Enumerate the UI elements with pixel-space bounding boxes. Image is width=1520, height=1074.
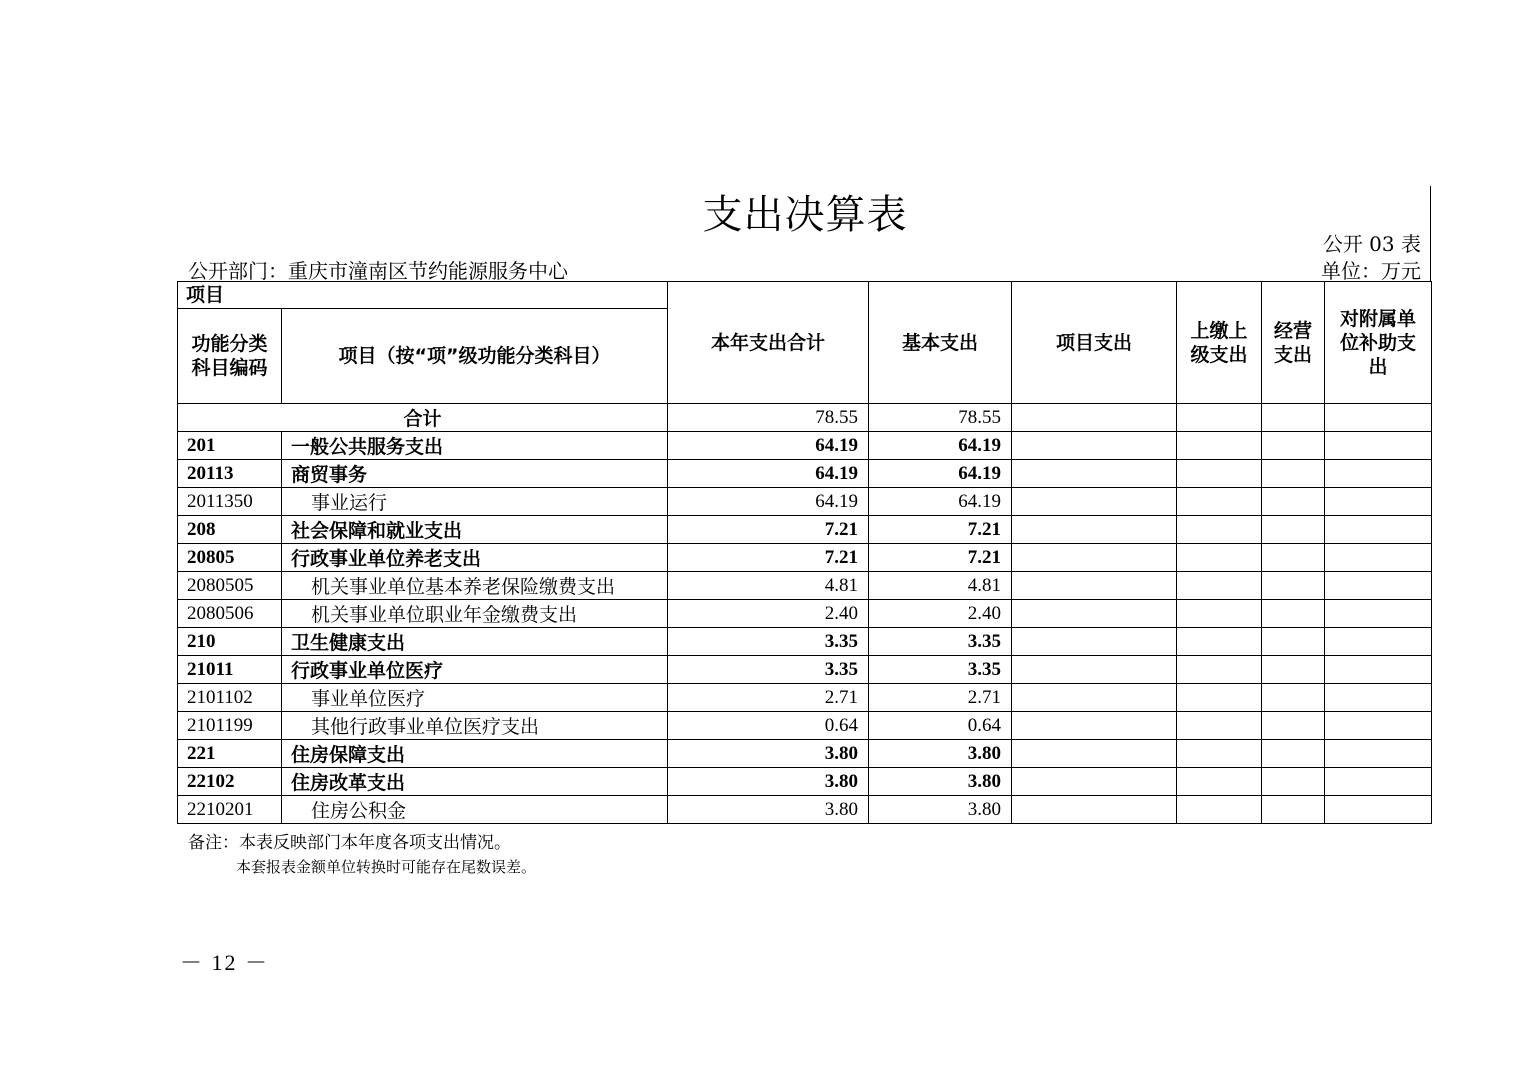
empty-cell bbox=[1325, 432, 1432, 460]
table-row bbox=[178, 544, 1432, 572]
row-name: 其他行政事业单位医疗支出 bbox=[282, 712, 668, 740]
empty-cell bbox=[1325, 460, 1432, 488]
row-basic: 2.71 bbox=[869, 684, 1012, 712]
empty-cell bbox=[1325, 628, 1432, 656]
row-total: 2.40 bbox=[668, 600, 869, 628]
row-basic: 3.35 bbox=[869, 628, 1012, 656]
table-row bbox=[178, 516, 1432, 544]
empty-cell bbox=[1325, 768, 1432, 796]
header-project: 项目支出 bbox=[1012, 282, 1177, 404]
row-total: 0.64 bbox=[668, 712, 869, 740]
row-code: 20113 bbox=[178, 460, 282, 488]
empty-cell bbox=[1177, 432, 1262, 460]
empty-cell bbox=[1012, 516, 1177, 544]
row-code: 208 bbox=[178, 516, 282, 544]
empty-cell bbox=[1262, 488, 1325, 516]
page-number: － 12 － bbox=[180, 950, 270, 975]
empty-cell bbox=[1262, 628, 1325, 656]
note-line-1: 备注：本表反映部门本年度各项支出情况。 bbox=[188, 833, 511, 853]
row-name: 住房公积金 bbox=[282, 796, 668, 824]
row-basic: 64.19 bbox=[869, 460, 1012, 488]
header-total: 本年支出合计 bbox=[668, 282, 869, 404]
row-basic: 0.64 bbox=[869, 712, 1012, 740]
note-line-2: 本套报表金额单位转换时可能存在尾数误差。 bbox=[236, 858, 537, 876]
empty-cell bbox=[1177, 460, 1262, 488]
header-item: 项目 bbox=[178, 282, 668, 309]
table-row bbox=[178, 684, 1432, 712]
empty-cell bbox=[1325, 656, 1432, 684]
row-code: 22102 bbox=[178, 768, 282, 796]
empty-cell bbox=[1177, 572, 1262, 600]
empty-cell bbox=[1262, 768, 1325, 796]
table-row bbox=[178, 656, 1432, 684]
empty-cell bbox=[1177, 656, 1262, 684]
expense-table bbox=[177, 281, 1432, 824]
unit-label: 单位：万元 bbox=[1321, 259, 1421, 283]
empty-cell bbox=[1262, 712, 1325, 740]
row-code: 221 bbox=[178, 740, 282, 768]
table-row bbox=[178, 796, 1432, 824]
empty-cell bbox=[1012, 684, 1177, 712]
empty-cell bbox=[1012, 460, 1177, 488]
empty-cell bbox=[1262, 796, 1325, 824]
empty-cell bbox=[1262, 740, 1325, 768]
row-basic: 2.40 bbox=[869, 600, 1012, 628]
header-code: 功能分类科目编码 bbox=[178, 309, 282, 404]
row-total: 3.35 bbox=[668, 656, 869, 684]
row-total: 7.21 bbox=[668, 516, 869, 544]
empty-cell bbox=[1262, 656, 1325, 684]
form-number: 公开 03 表 bbox=[1322, 232, 1421, 256]
empty-cell bbox=[1177, 544, 1262, 572]
header-business: 经营支出 bbox=[1262, 282, 1325, 404]
row-basic: 3.80 bbox=[869, 796, 1012, 824]
row-total: 64.19 bbox=[668, 488, 869, 516]
empty-cell bbox=[1262, 516, 1325, 544]
row-name: 事业运行 bbox=[282, 488, 668, 516]
table-row bbox=[178, 740, 1432, 768]
row-basic: 7.21 bbox=[869, 516, 1012, 544]
table-row bbox=[178, 712, 1432, 740]
row-code: 20805 bbox=[178, 544, 282, 572]
empty-cell bbox=[1012, 600, 1177, 628]
total-basic: 78.55 bbox=[869, 404, 1012, 432]
row-total: 3.80 bbox=[668, 740, 869, 768]
empty-cell bbox=[1012, 544, 1177, 572]
row-total: 3.80 bbox=[668, 796, 869, 824]
row-total: 64.19 bbox=[668, 432, 869, 460]
table-row bbox=[178, 600, 1432, 628]
row-name: 一般公共服务支出 bbox=[282, 432, 668, 460]
row-total: 2.71 bbox=[668, 684, 869, 712]
department-label: 公开部门：重庆市潼南区节约能源服务中心 bbox=[188, 259, 568, 283]
empty-cell bbox=[1012, 656, 1177, 684]
empty-cell bbox=[1012, 572, 1177, 600]
table-row bbox=[178, 572, 1432, 600]
row-name: 行政事业单位医疗 bbox=[282, 656, 668, 684]
row-code: 2080505 bbox=[178, 572, 282, 600]
empty-cell bbox=[1325, 544, 1432, 572]
row-total: 4.81 bbox=[668, 572, 869, 600]
row-name: 机关事业单位基本养老保险缴费支出 bbox=[282, 572, 668, 600]
empty-cell bbox=[1262, 460, 1325, 488]
empty-cell bbox=[1012, 628, 1177, 656]
header-basic: 基本支出 bbox=[869, 282, 1012, 404]
empty-cell bbox=[1177, 600, 1262, 628]
empty-cell bbox=[1177, 516, 1262, 544]
row-code: 2210201 bbox=[178, 796, 282, 824]
empty-cell bbox=[1177, 628, 1262, 656]
empty-cell bbox=[1012, 488, 1177, 516]
empty-cell bbox=[1262, 432, 1325, 460]
header-subsidy: 对附属单位补助支出 bbox=[1325, 282, 1432, 404]
table-row bbox=[178, 432, 1432, 460]
row-total: 3.35 bbox=[668, 628, 869, 656]
row-name: 机关事业单位职业年金缴费支出 bbox=[282, 600, 668, 628]
row-code: 2101102 bbox=[178, 684, 282, 712]
row-basic: 3.80 bbox=[869, 740, 1012, 768]
empty-cell bbox=[1325, 488, 1432, 516]
table-row bbox=[178, 460, 1432, 488]
row-total: 64.19 bbox=[668, 460, 869, 488]
empty-cell bbox=[1177, 488, 1262, 516]
empty-cell bbox=[1012, 768, 1177, 796]
table-row bbox=[178, 488, 1432, 516]
empty-cell bbox=[1325, 516, 1432, 544]
row-total: 7.21 bbox=[668, 544, 869, 572]
row-code: 201 bbox=[178, 432, 282, 460]
row-basic: 3.35 bbox=[869, 656, 1012, 684]
empty-cell bbox=[1177, 796, 1262, 824]
empty-cell bbox=[1262, 684, 1325, 712]
empty-cell bbox=[1177, 684, 1262, 712]
row-basic: 3.80 bbox=[869, 768, 1012, 796]
row-name: 住房保障支出 bbox=[282, 740, 668, 768]
empty-cell bbox=[1325, 796, 1432, 824]
empty-cell bbox=[1325, 684, 1432, 712]
header-name: 项目（按“项”级功能分类科目） bbox=[282, 309, 668, 404]
row-code: 2011350 bbox=[178, 488, 282, 516]
empty-cell bbox=[1177, 740, 1262, 768]
empty-cell bbox=[1177, 768, 1262, 796]
empty-cell bbox=[1012, 740, 1177, 768]
empty-cell bbox=[1325, 600, 1432, 628]
row-code: 210 bbox=[178, 628, 282, 656]
row-basic: 64.19 bbox=[869, 488, 1012, 516]
empty-cell bbox=[1325, 712, 1432, 740]
row-code: 21011 bbox=[178, 656, 282, 684]
table-row bbox=[178, 768, 1432, 796]
row-total: 3.80 bbox=[668, 768, 869, 796]
empty-cell bbox=[1177, 712, 1262, 740]
row-name: 商贸事务 bbox=[282, 460, 668, 488]
row-code: 2080506 bbox=[178, 600, 282, 628]
page-title: 支出决算表 bbox=[702, 192, 908, 238]
total-amount: 78.55 bbox=[668, 404, 869, 432]
empty-cell bbox=[1262, 544, 1325, 572]
row-name: 卫生健康支出 bbox=[282, 628, 668, 656]
empty-cell bbox=[1012, 712, 1177, 740]
row-name: 住房改革支出 bbox=[282, 768, 668, 796]
row-name: 事业单位医疗 bbox=[282, 684, 668, 712]
empty-cell bbox=[1262, 600, 1325, 628]
row-basic: 4.81 bbox=[869, 572, 1012, 600]
total-row bbox=[178, 404, 1432, 432]
page-margin-line bbox=[1430, 186, 1431, 282]
row-code: 2101199 bbox=[178, 712, 282, 740]
row-name: 社会保障和就业支出 bbox=[282, 516, 668, 544]
row-basic: 7.21 bbox=[869, 544, 1012, 572]
empty-cell bbox=[1012, 432, 1177, 460]
table-row bbox=[178, 628, 1432, 656]
row-name: 行政事业单位养老支出 bbox=[282, 544, 668, 572]
empty-cell bbox=[1325, 740, 1432, 768]
row-basic: 64.19 bbox=[869, 432, 1012, 460]
total-label: 合计 bbox=[178, 404, 668, 432]
header-upper: 上缴上级支出 bbox=[1177, 282, 1262, 404]
empty-cell bbox=[1262, 572, 1325, 600]
empty-cell bbox=[1012, 796, 1177, 824]
empty-cell bbox=[1325, 572, 1432, 600]
